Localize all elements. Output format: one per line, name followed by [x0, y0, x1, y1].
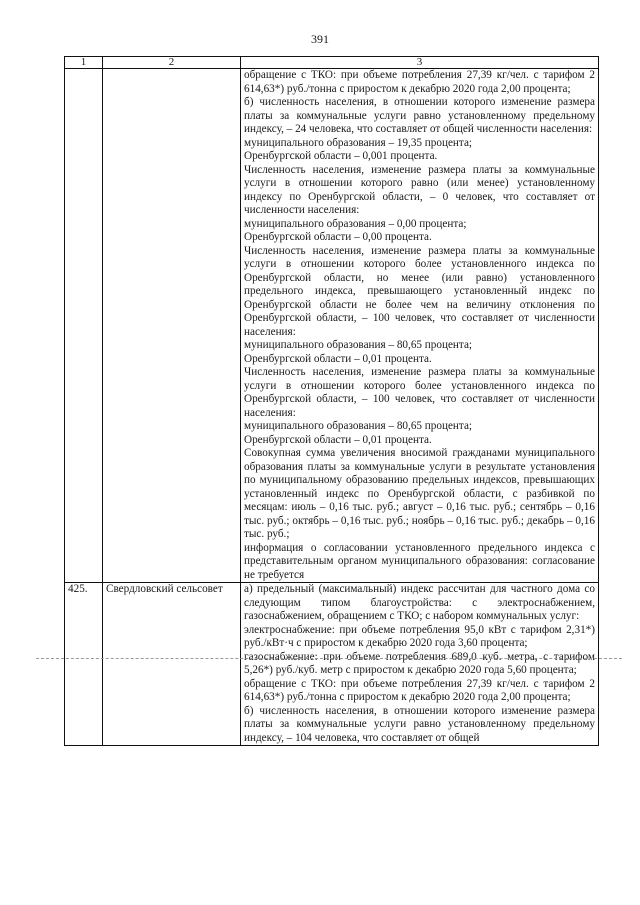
index-table — [64, 56, 599, 746]
paragraph: Оренбургской области – 0,01 процента. — [244, 433, 432, 446]
paragraph: муниципального образования – 0,00 процента; — [244, 217, 467, 230]
paragraph: информация о согласовании установленного предельного индекса с представительным органом муниципального образования: согласование не требуется — [244, 541, 595, 581]
paragraph: муниципального образования – 80,65 процента; — [244, 420, 473, 432]
row-content — [241, 583, 599, 746]
paragraph: Оренбургской области – 0,00 процента. — [244, 231, 432, 243]
paragraph: Совокупная сумма увеличения вносимой гражданами муниципального образования платы за коммунальные услуги в результате установления по муниципальному образованию предельных индексов, превышающих установленный индекс по Оренбургской области, с разбивкой по месяцам: июль – 0,16 тыс. руб.; август – 0,16 тыс. руб.; сентябрь – 0,16 тыс. руб.; октябрь – 0,16 тыс. руб.; ноябрь – 0,16 тыс. руб.; декабрь – 0,16 тыс. руб.; — [244, 447, 595, 540]
paragraph: Оренбургской области – 0,01 процента. — [244, 352, 432, 365]
municipality-name: Свердловский сельсовет — [103, 583, 241, 746]
paragraph: газоснабжение: при объеме потребления 689,0 куб. метра, с тарифом 5,26*) руб./куб. метр с приростом к декабрю 2020 года 5,60 процента; — [244, 650, 595, 676]
page-number: 391 — [311, 32, 329, 46]
table-row — [65, 583, 599, 746]
paragraph: Оренбургской области – 0,001 процента. — [244, 150, 438, 162]
paragraph: б) численность населения, в отношении которого изменение размера платы за коммунальные услуги равно установленному предельному индексу, – 24 человека, что составляет от общей численности населения: — [244, 96, 595, 135]
header-col-2: 2 — [103, 57, 241, 69]
paragraph: а) предельный (максимальный) индекс рассчитан для частного дома со следующим типом благоустройства: с электроснабжением, газоснабжением, обращением с ТКО; с набором коммунальных услуг: — [244, 583, 595, 622]
row-number: 425. — [65, 583, 103, 746]
paragraph: муниципального образования – 80,65 процента; — [244, 339, 473, 351]
scan-artifact-dashed-line — [36, 658, 622, 659]
paragraph: муниципального образования – 19,35 процента; — [244, 136, 473, 149]
paragraph: обращение с ТКО: при объеме потребления 27,39 кг/чел. с тарифом 2 614,63*) руб./тонна с приростом к декабрю 2020 года 2,00 процента; — [244, 69, 595, 95]
paragraph: электроснабжение: при объеме потребления 95,0 кВт с тарифом 2,31*) руб./кВт·ч с приростом к декабрю 2020 года 3,60 процента; — [244, 623, 595, 649]
paragraph: Численность населения, изменение размера платы за коммунальные услуги в отношении которого более установленного индекса по Оренбургской области, – 100 человек, что составляет от численности населения: — [244, 366, 595, 419]
paragraph: б) численность населения, в отношении которого изменение размера платы за коммунальные услуги равно установленному предельному индексу, – 104 человека, что составляет от общей — [244, 704, 595, 744]
municipality-name — [103, 69, 241, 583]
row-number — [65, 69, 103, 583]
paragraph: Численность населения, изменение размера платы за коммунальные услуги в отношении которого равно (или менее) установленному индексу по Оренбургской области, – 0 человек, что составляет от численности населения: — [244, 163, 595, 216]
paragraph: Численность населения, изменение размера платы за коммунальные услуги в отношении которого более установленного индекса по Оренбургской области, но менее (или равно) установленного предельного индекса, превышающего установленный индекс по Оренбургской области не более чем на величину отклонения по Оренбургской области, – 100 человек, что составляет от численности населения: — [244, 244, 595, 338]
paragraph: обращение с ТКО: при объеме потребления 27,39 кг/чел. с тарифом 2 614,63*) руб./тонна с приростом к декабрю 2020 года 2,00 процента; — [244, 677, 595, 703]
table-row — [65, 69, 599, 583]
header-col-1: 1 — [65, 57, 103, 69]
header-row — [65, 57, 599, 69]
row-content — [241, 69, 599, 583]
header-col-3: 3 — [241, 57, 599, 69]
